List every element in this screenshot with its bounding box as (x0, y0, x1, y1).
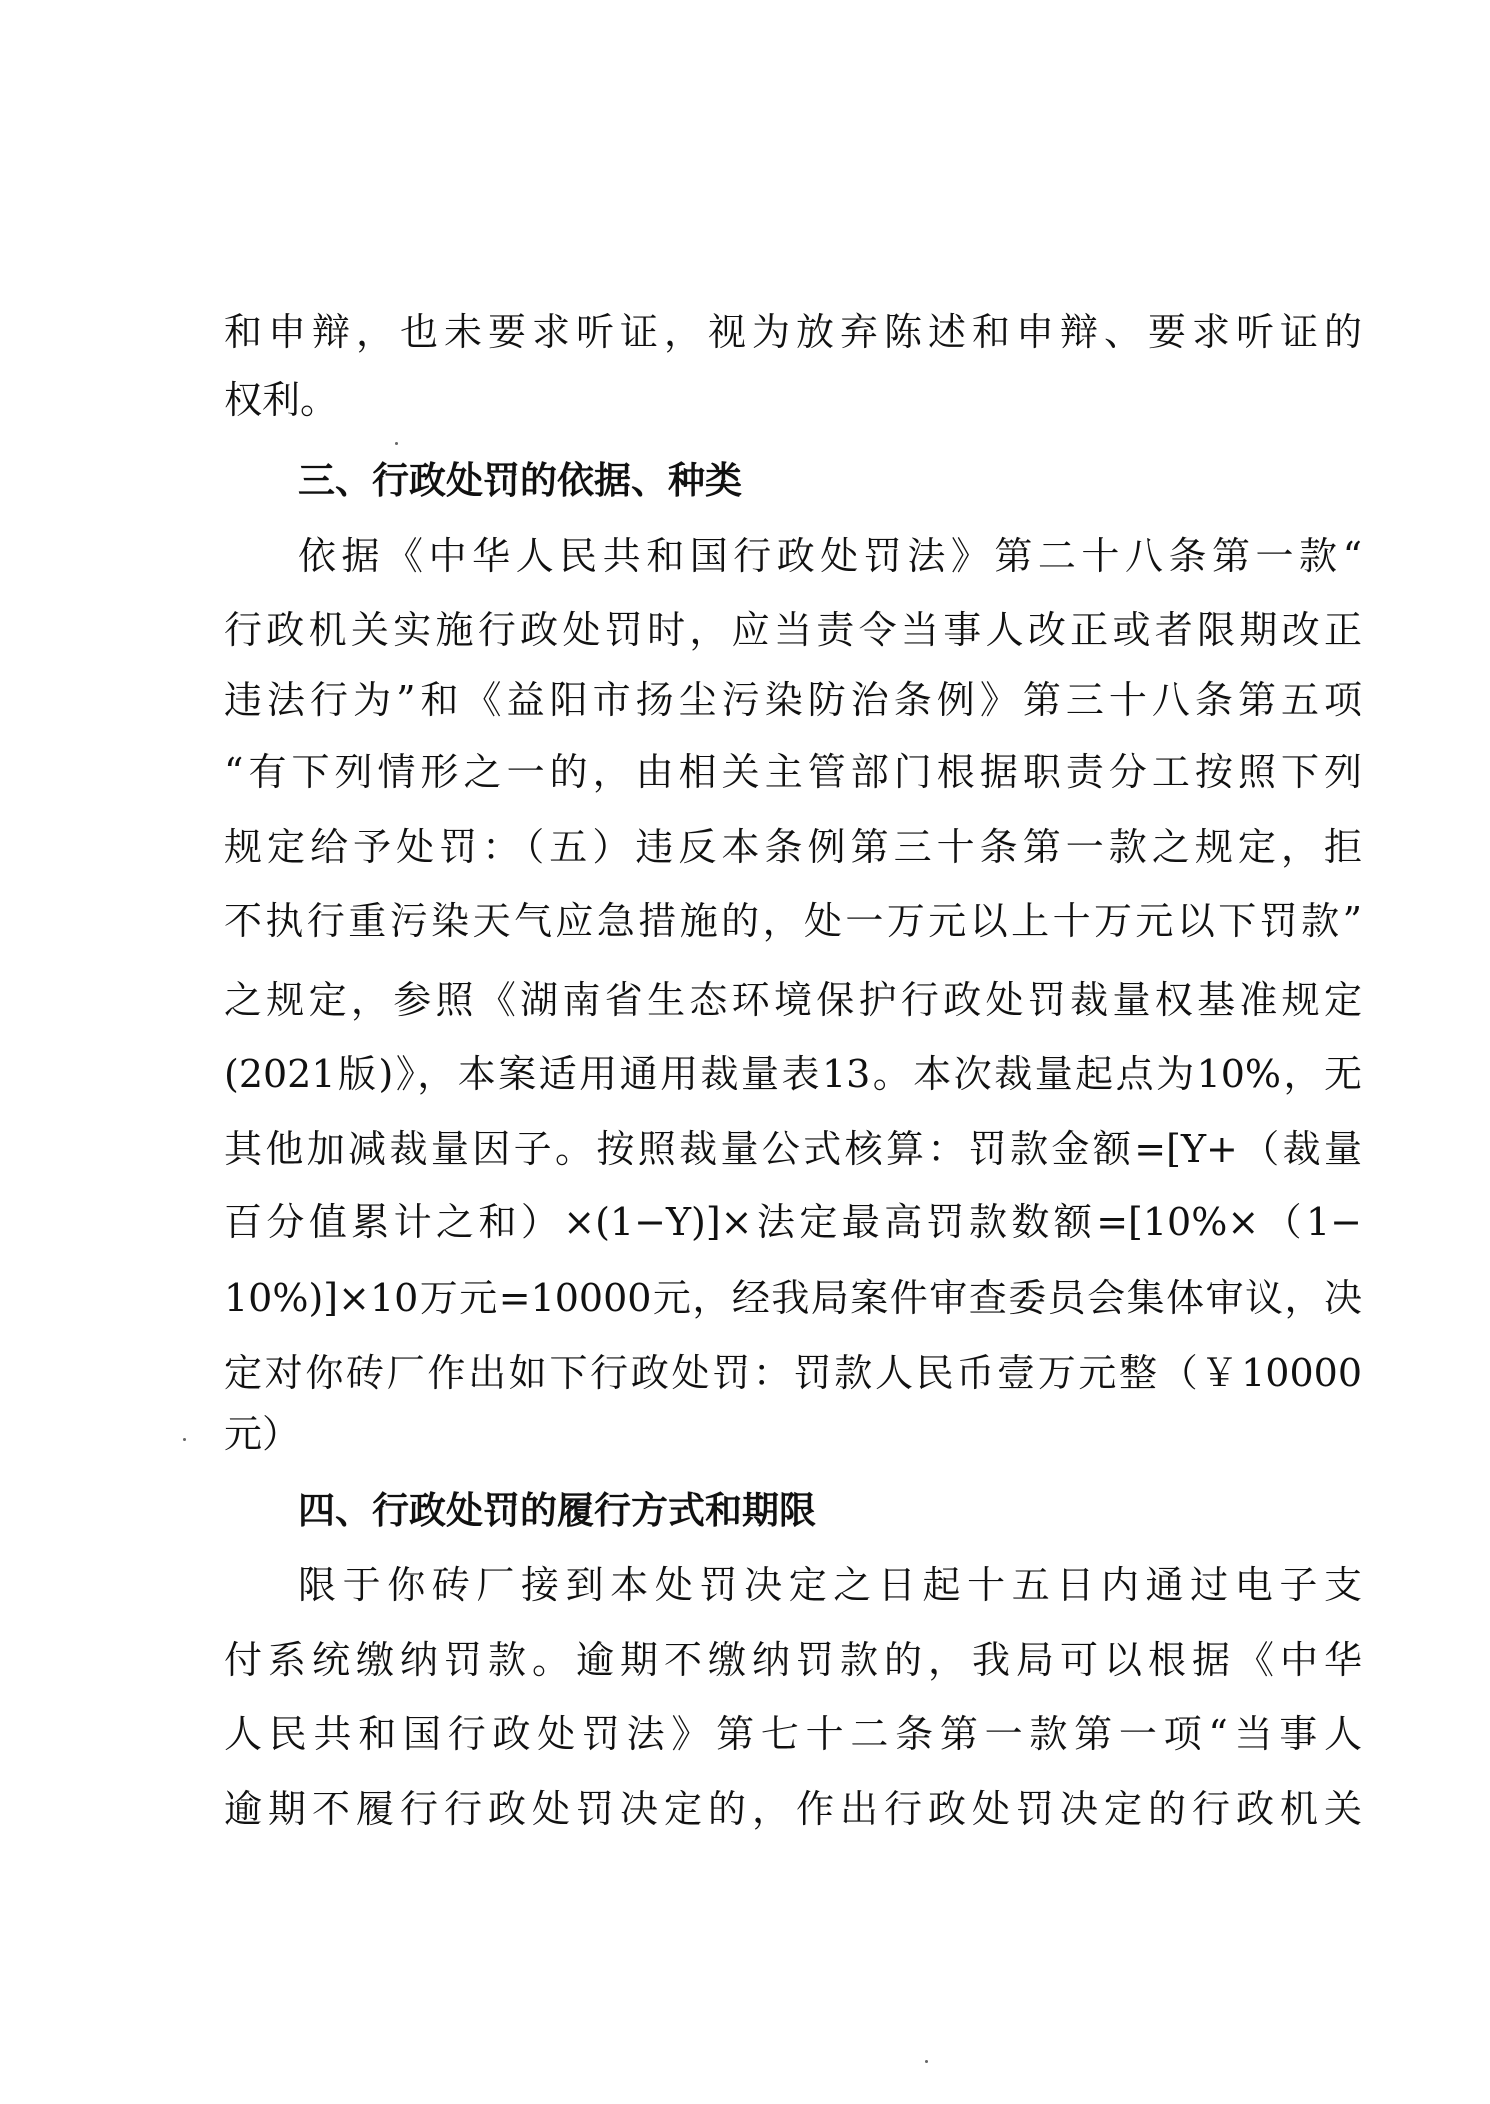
scan-speck (395, 442, 398, 445)
text-line: 限于你砖厂接到本处罚决定之日起十五日内通过电子支 (298, 1563, 1362, 1607)
text-line: 付系统缴纳罚款。逾期不缴纳罚款的，我局可以根据《中华 (224, 1638, 1362, 1682)
section-heading-3: 三、行政处罚的依据、种类 (298, 459, 742, 502)
text-line: 元） (224, 1412, 301, 1456)
text-line: (2021版)》，本案适用通用裁量表13。本次裁量起点为10%，无 (224, 1052, 1362, 1096)
text-line: 百分值累计之和）×(1−Y)]×法定最高罚款数额=[10%×（1− (224, 1200, 1362, 1244)
text-line: 之规定，参照《湖南省生态环境保护行政处罚裁量权基准规定 (224, 978, 1362, 1022)
section-heading-4: 四、行政处罚的履行方式和期限 (298, 1489, 816, 1532)
text-line: 10%)]×10万元=10000元，经我局案件审查委员会集体审议，决 (224, 1276, 1362, 1320)
text-line: 不执行重污染天气应急措施的，处一万元以上十万元以下罚款” (224, 899, 1362, 943)
text-line: 依据《中华人民共和国行政处罚法》第二十八条第一款“ (298, 534, 1362, 578)
text-line: 行政机关实施行政处罚时，应当责令当事人改正或者限期改正 (224, 608, 1362, 652)
scan-speck (925, 2060, 928, 2063)
text-line: 和申辩，也未要求听证，视为放弃陈述和申辩、要求听证的 (224, 310, 1362, 354)
text-line: 规定给予处罚：（五）违反本条例第三十条第一款之规定，拒 (224, 825, 1362, 869)
text-line: 其他加减裁量因子。按照裁量公式核算：罚款金额=[Y+（裁量 (224, 1127, 1362, 1171)
text-line: 逾期不履行行政处罚决定的，作出行政处罚决定的行政机关 (224, 1787, 1362, 1831)
text-line: 定对你砖厂作出如下行政处罚：罚款人民币壹万元整（￥10000 (224, 1351, 1362, 1395)
text-line: 违法行为”和《益阳市扬尘污染防治条例》第三十八条第五项 (224, 678, 1362, 722)
text-line: 人民共和国行政处罚法》第七十二条第一款第一项“当事人 (224, 1712, 1362, 1756)
text-line: “有下列情形之一的，由相关主管部门根据职责分工按照下列 (224, 750, 1362, 794)
text-line: 权利。 (224, 378, 339, 422)
scan-speck (183, 1438, 186, 1441)
